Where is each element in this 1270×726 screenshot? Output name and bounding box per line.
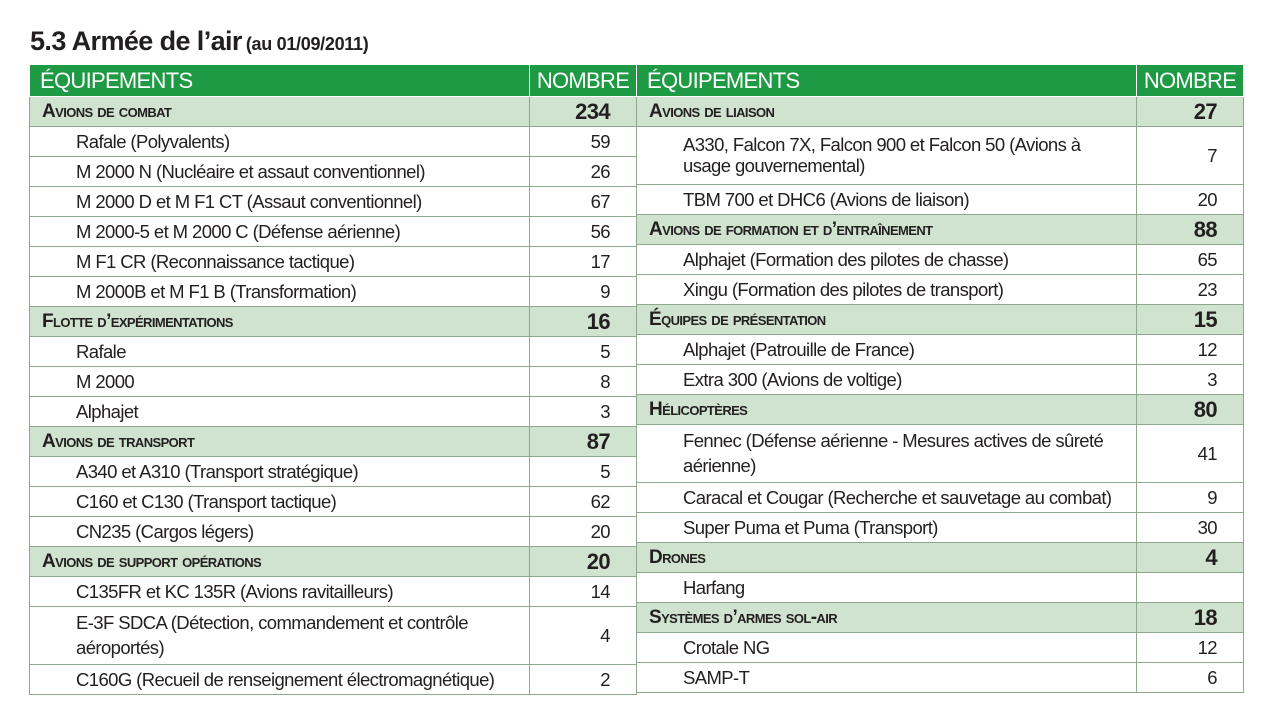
equipment-count: 7 — [1137, 126, 1244, 184]
equipment-row — [30, 516, 637, 546]
equipment-count: 17 — [530, 246, 637, 276]
equipment-count: 67 — [530, 186, 637, 216]
column-header-equipments: ÉQUIPEMENTS — [30, 65, 530, 96]
equipment-label: Rafale (Polyvalents) — [30, 126, 530, 156]
title-date: (au 01/09/2011) — [245, 34, 369, 54]
category-row — [637, 394, 1244, 424]
column-header-count: NOMBRE — [530, 65, 637, 96]
category-label: Avions de combat — [30, 96, 530, 126]
equipment-row — [637, 334, 1244, 364]
equipment-label: C135FR et KC 135R (Avions ravitailleurs) — [30, 576, 530, 606]
category-row — [30, 96, 637, 126]
equipment-row — [637, 482, 1244, 512]
equipment-label: SAMP-T — [637, 662, 1137, 692]
category-row — [637, 542, 1244, 572]
category-total: 87 — [530, 426, 637, 456]
category-total: 88 — [1137, 214, 1244, 244]
category-row — [30, 426, 637, 456]
equipment-label: Alphajet (Patrouille de France) — [637, 334, 1137, 364]
equipment-count: 2 — [530, 664, 637, 694]
column-header-count: NOMBRE — [1137, 65, 1244, 96]
category-row — [30, 306, 637, 336]
equipment-count: 6 — [1137, 662, 1244, 692]
equipment-count: 56 — [530, 216, 637, 246]
category-total: 15 — [1137, 304, 1244, 334]
column-header-equipments: ÉQUIPEMENTS — [637, 65, 1137, 96]
equipment-count: 30 — [1137, 512, 1244, 542]
category-row — [637, 214, 1244, 244]
equipment-label: M 2000 N (Nucléaire et assaut conventionnel) — [30, 156, 530, 186]
equipment-label: Harfang — [637, 572, 1137, 602]
equipment-row — [30, 366, 637, 396]
category-label: Avions de support opérations — [30, 546, 530, 576]
equipment-label: E-3F SDCA (Détection, commandement et contrôle aéroportés) — [30, 606, 530, 664]
category-label: Flotte d’expérimentations — [30, 306, 530, 336]
equipment-table-left — [29, 65, 637, 695]
equipment-row — [30, 576, 637, 606]
equipment-label: Xingu (Formation des pilotes de transport) — [637, 274, 1137, 304]
title-main: 5.3 Armée de l’air — [30, 26, 242, 56]
category-label: Avions de transport — [30, 426, 530, 456]
equipment-count — [1137, 572, 1244, 602]
equipment-label: Alphajet (Formation des pilotes de chasse) — [637, 244, 1137, 274]
equipment-row — [637, 184, 1244, 214]
category-label: Avions de liaison — [637, 96, 1137, 126]
category-total: 27 — [1137, 96, 1244, 126]
equipment-label: M 2000 — [30, 366, 530, 396]
equipment-label: M 2000B et M F1 B (Transformation) — [30, 276, 530, 306]
equipment-count: 5 — [530, 336, 637, 366]
equipment-count: 41 — [1137, 424, 1244, 482]
equipment-row — [637, 126, 1244, 184]
equipment-count: 5 — [530, 456, 637, 486]
header-row — [637, 65, 1244, 96]
category-label: Hélicoptères — [637, 394, 1137, 424]
category-total: 80 — [1137, 394, 1244, 424]
equipment-count: 20 — [530, 516, 637, 546]
equipment-count: 14 — [530, 576, 637, 606]
category-total: 4 — [1137, 542, 1244, 572]
equipment-count: 59 — [530, 126, 637, 156]
category-label: Drones — [637, 542, 1137, 572]
equipment-label: M F1 CR (Reconnaissance tactique) — [30, 246, 530, 276]
equipment-label: Crotale NG — [637, 632, 1137, 662]
equipment-tables — [29, 65, 1243, 701]
category-label: Équipes de présentation — [637, 304, 1137, 334]
equipment-count: 62 — [530, 486, 637, 516]
equipment-count: 65 — [1137, 244, 1244, 274]
equipment-row — [30, 216, 637, 246]
equipment-row — [30, 336, 637, 366]
equipment-count: 23 — [1137, 274, 1244, 304]
equipment-count: 12 — [1137, 334, 1244, 364]
equipment-count: 20 — [1137, 184, 1244, 214]
category-row — [637, 96, 1244, 126]
equipment-row — [30, 456, 637, 486]
equipment-label: Super Puma et Puma (Transport) — [637, 512, 1137, 542]
equipment-count: 3 — [1137, 364, 1244, 394]
category-label: Systèmes d’armes sol-air — [637, 602, 1137, 632]
equipment-row — [30, 276, 637, 306]
equipment-row — [30, 186, 637, 216]
page-title — [30, 26, 368, 60]
equipment-row — [637, 572, 1244, 602]
equipment-row — [637, 364, 1244, 394]
equipment-row — [637, 662, 1244, 692]
equipment-label: Rafale — [30, 336, 530, 366]
equipment-row — [637, 512, 1244, 542]
equipment-row — [30, 486, 637, 516]
equipment-label: M 2000 D et M F1 CT (Assaut conventionnel) — [30, 186, 530, 216]
equipment-label: M 2000-5 et M 2000 C (Défense aérienne) — [30, 216, 530, 246]
equipment-count: 9 — [530, 276, 637, 306]
equipment-row — [30, 664, 637, 694]
equipment-row — [637, 244, 1244, 274]
equipment-row — [637, 424, 1244, 482]
equipment-count: 9 — [1137, 482, 1244, 512]
category-row — [30, 546, 637, 576]
equipment-row — [30, 156, 637, 186]
equipment-label: Extra 300 (Avions de voltige) — [637, 364, 1137, 394]
category-row — [637, 602, 1244, 632]
category-total: 16 — [530, 306, 637, 336]
equipment-count: 8 — [530, 366, 637, 396]
equipment-row — [30, 126, 637, 156]
equipment-label: A340 et A310 (Transport stratégique) — [30, 456, 530, 486]
category-total: 18 — [1137, 602, 1244, 632]
equipment-row — [637, 274, 1244, 304]
equipment-label: Fennec (Défense aérienne - Mesures actives de sûreté aérienne) — [637, 424, 1137, 482]
category-total: 20 — [530, 546, 637, 576]
equipment-table-right — [636, 65, 1244, 693]
equipment-label: Caracal et Cougar (Recherche et sauvetage au combat) — [637, 482, 1137, 512]
equipment-label: C160G (Recueil de renseignement électromagnétique) — [30, 664, 530, 694]
category-label: Avions de formation et d’entraînement — [637, 214, 1137, 244]
equipment-count: 3 — [530, 396, 637, 426]
equipment-count: 4 — [530, 606, 637, 664]
equipment-row — [30, 396, 637, 426]
category-row — [637, 304, 1244, 334]
equipment-label: TBM 700 et DHC6 (Avions de liaison) — [637, 184, 1137, 214]
equipment-label: Alphajet — [30, 396, 530, 426]
equipment-count: 12 — [1137, 632, 1244, 662]
equipment-label: C160 et C130 (Transport tactique) — [30, 486, 530, 516]
header-row — [30, 65, 637, 96]
equipment-row — [30, 606, 637, 664]
equipment-count: 26 — [530, 156, 637, 186]
category-total: 234 — [530, 96, 637, 126]
equipment-row — [30, 246, 637, 276]
equipment-row — [637, 632, 1244, 662]
equipment-label: CN235 (Cargos légers) — [30, 516, 530, 546]
equipment-label: A330, Falcon 7X, Falcon 900 et Falcon 50 (Avions à usage gouvernemental) — [637, 126, 1137, 184]
